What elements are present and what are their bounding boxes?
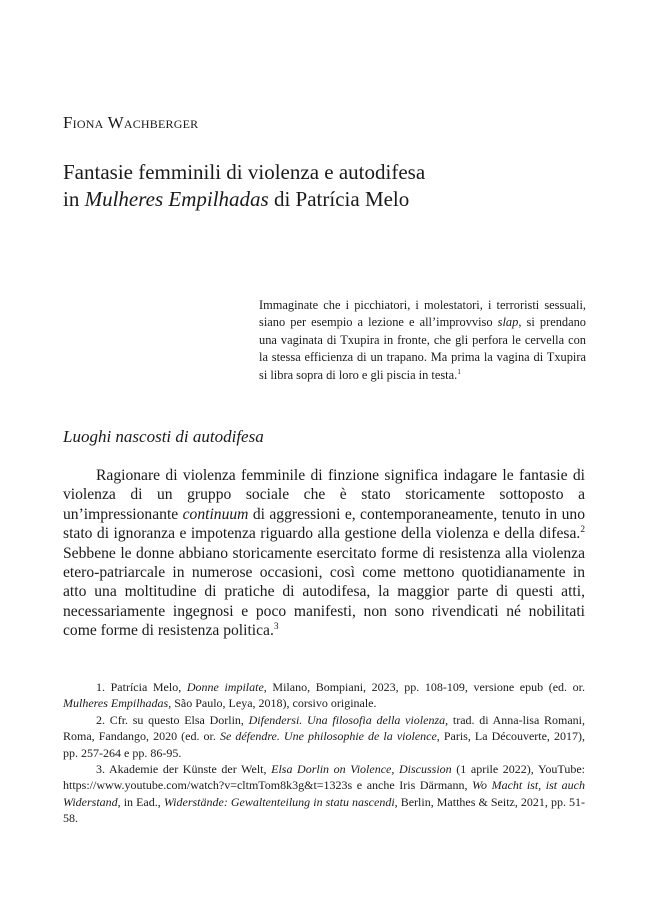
footnote-3: 3. Akademie der Künste der Welt, Elsa Dorlin on Violence, Discussion (1 aprile 2022), YouTube: https://www.youtube.com/watch?v=cltmTom8k3g&t=1323s e anche Iris Därmann, Wo Macht ist, ist auch Widerstand, in Ead., Widerstände: Gewaltenteilung in statu nascendi, Berlin, Matthes & Seitz, 2021, pp. 51-58. [63, 762, 586, 826]
footnotes [63, 679, 585, 827]
title-work-italic: Mulheres Empilhadas [84, 187, 269, 211]
body-paragraph: Ragionare di violenza femminile di finzione significa indagare le fantasie di violenza di un gruppo sociale che è stato storicamente sottoposto a un’impressionante continuum di aggressioni e, contemporaneamente, tenuto in uno stato di ignoranza e impotenza riguardo alla gestione della violenza e della difesa.$^2$ Sebbene le donne abbiano storicamente esercitato forme di resistenza alla violenza etero-patriarcale in numerose occasioni, così come mettono quotidianamente in atto una moltitudine di pratiche di autodifesa, la maggior parte di questi atti, necessariamente ingegnosi e poco manifesti, non sono rivendicati né nobilitati come forme di resistenza politica.$^3$ [63, 467, 585, 640]
footnote-ref-2[interactable]: 2 [580, 525, 585, 536]
footnote-ref-1[interactable]: 1 [457, 366, 461, 376]
footnote-1: 1. Patrícia Melo, Donne impilate, Milano, Bompiani, 2023, pp. 108-109, versione epub (ed. or. Mulheres Empilhadas, São Paulo, Leya, 2018), corsivo originale. [63, 680, 585, 711]
epigraph-quote: Immaginate che i picchiatori, i molestatori, i terroristi sessuali, siano per esempio a lezione e all’improvviso slap, si prendano una vaginata di Txupira in fronte, che gli perfora le cervella con la stessa efficienza di un trapano. Ma prima la vagina di Txupira si libra sopra di loro e gli piscia in testa.$^1$ [259, 298, 586, 382]
author-name: Fiona Wachberger [63, 113, 199, 132]
title-line-2: in Mulheres Empilhadas di Patrícia Melo [63, 187, 410, 211]
section-heading: Luoghi nascosti di autodifesa [63, 427, 264, 446]
article-title [63, 159, 603, 213]
footnote-ref-3[interactable]: 3 [273, 622, 279, 633]
title-line-1: Fantasie femminili di violenza e autodifesa [63, 160, 426, 184]
footnote-2: 2. Cfr. su questo Elsa Dorlin, Difendersi. Una filosofia della violenza, trad. di Anna-lisa Romani, Roma, Fandango, 2020 (ed. or. Se défendre. Une philosophie de la violence, Paris, La Découverte, 2017), pp. 257-264 e pp. 86-95. [63, 712, 586, 760]
